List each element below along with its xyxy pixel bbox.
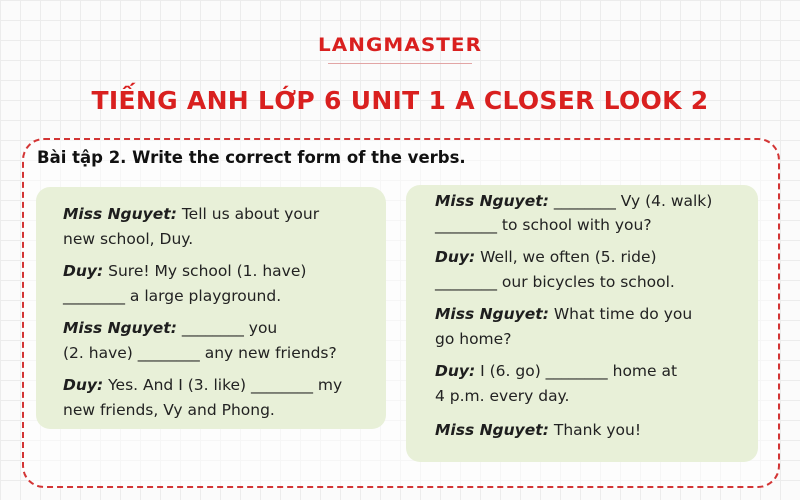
dialogue-line: go home? [435, 330, 512, 348]
dialogue-line: new school, Duy. [63, 230, 194, 248]
dialogue-line: ________ to school with you? [435, 216, 652, 234]
brand-logo: LANGMASTER [318, 34, 482, 56]
dialogue-line: Duy: Yes. And I (3. like) ________ my [63, 376, 343, 394]
dialogue-line: Miss Nguyet: ________ you [63, 319, 278, 337]
dialogue-line: Miss Nguyet: What time do you [435, 305, 693, 323]
dialogue-line: Duy: Well, we often (5. ride) [435, 248, 657, 266]
logo-divider [328, 63, 472, 64]
exercise-instruction: Bài tập 2. Write the correct form of the verbs. [37, 148, 466, 167]
dialogue-line: Miss Nguyet: Thank you! [435, 421, 642, 439]
dialogue-line: 4 p.m. every day. [435, 387, 570, 405]
dialogue-line: Duy: I (6. go) ________ home at [435, 362, 678, 380]
page-title: TIẾNG ANH LỚP 6 UNIT 1 A CLOSER LOOK 2 [91, 86, 709, 115]
dialogue-line: ________ a large playground. [63, 287, 282, 305]
dialogue-line: Miss Nguyet: ________ Vy (4. walk) [435, 192, 713, 210]
dialogue-line: ________ our bicycles to school. [435, 273, 675, 291]
dialogue-line: (2. have) ________ any new friends? [63, 344, 337, 362]
dialogue-line: Duy: Sure! My school (1. have) [63, 262, 307, 280]
dialogue-line: Miss Nguyet: Tell us about your [63, 205, 320, 223]
dialogue-line: new friends, Vy and Phong. [63, 401, 275, 419]
